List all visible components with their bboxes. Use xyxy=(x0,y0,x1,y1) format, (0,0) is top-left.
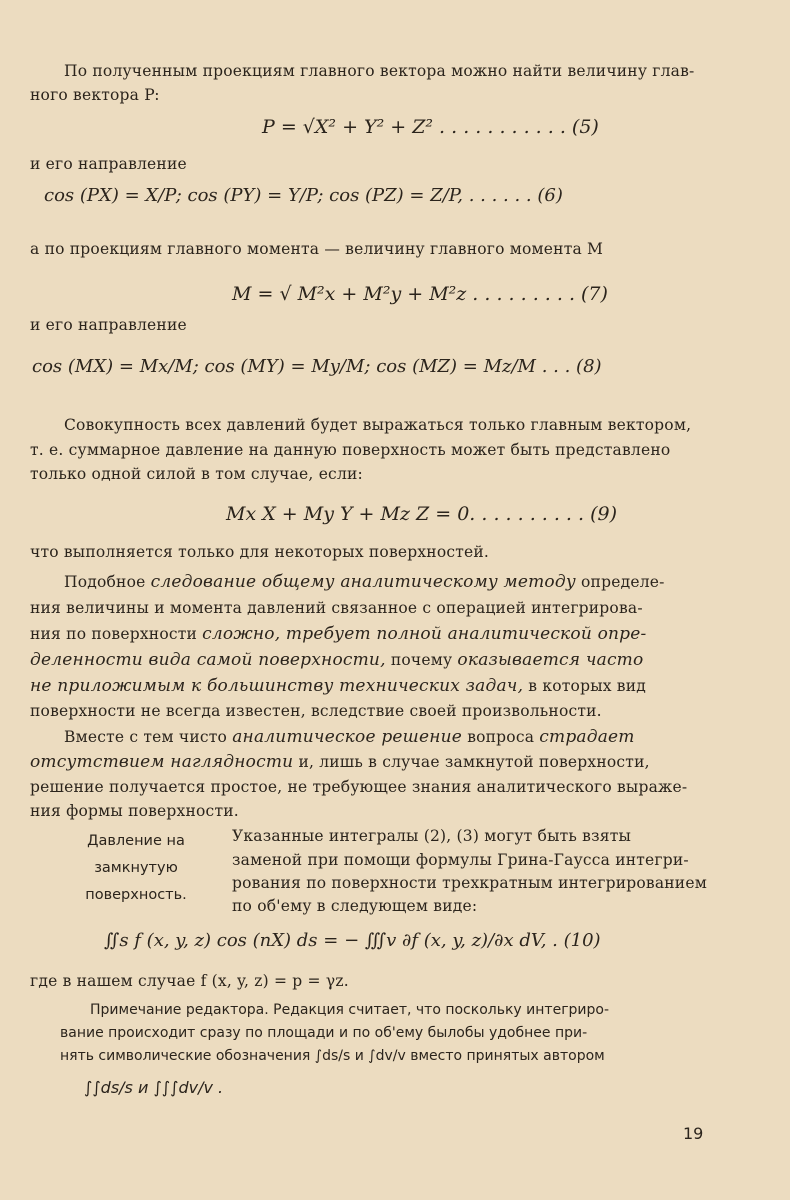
formula-5: P = √X² + Y² + Z² . . . . . . . . . . . (5) xyxy=(262,116,599,138)
text-line xyxy=(30,650,643,670)
editor-note-line: нять символические обозначения ∫ds/s и ∫dv/v вместо принятых автором xyxy=(60,1048,605,1064)
text-line: ного вектора P: xyxy=(30,86,160,104)
editor-note-line: вание происходит сразу по площади и по об'ему былобы удобнее при- xyxy=(60,1025,588,1041)
italic-span: страдает xyxy=(539,727,635,747)
page-number: 19 xyxy=(683,1124,704,1143)
text-line: рования по поверхности трехкратным интегрированием xyxy=(232,874,707,892)
italic-span: деленности вида самой поверхности, xyxy=(30,650,386,670)
text-line: ния величины и момента давлений связанное с операцией интегрирова- xyxy=(30,599,643,617)
text-line xyxy=(64,727,635,747)
formula-8: cos (MX) = Mx/M; cos (MY) = My/M; cos (MZ) = Mz/M . . . (8) xyxy=(32,356,602,377)
italic-span: оказывается часто xyxy=(457,650,644,670)
formula-7: M = √ M²x + M²y + M²z . . . . . . . . . (7) xyxy=(232,283,608,305)
formula-9: Mx X + My Y + Mz Z = 0. . . . . . . . . . (9) xyxy=(226,503,618,525)
text-line: и его направление xyxy=(30,155,187,173)
italic-span: следование общему аналитическому методу xyxy=(150,572,576,592)
text-line xyxy=(30,752,650,772)
margin-note-line: замкнутую xyxy=(94,860,178,876)
text-line: Указанные интегралы (2), (3) могут быть взяты xyxy=(232,827,632,845)
text-line: ния формы поверхности. xyxy=(30,802,239,820)
text-line: поверхности не всегда известен, вследствие своей произвольности. xyxy=(30,702,602,720)
formula-10: ∬s f (x, y, z) cos (nX) ds = − ∭v ∂f (x, y, z)/∂x dV, . (10) xyxy=(104,930,601,951)
margin-note-line: Давление на xyxy=(87,833,185,849)
italic-span: сложно, требует полной аналитической опре- xyxy=(202,624,647,644)
italic-span: не приложимым к большинству технических задач, xyxy=(30,676,524,696)
editor-note-line: ∫∫ds/s и ∫∫∫dv/v . xyxy=(84,1078,224,1097)
italic-span: отсутствием наглядности xyxy=(30,752,294,772)
text-line: Совокупность всех давлений будет выражаться только главным вектором, xyxy=(64,416,692,434)
margin-note-line: поверхность. xyxy=(85,887,187,903)
italic-span: аналитическое решение xyxy=(232,727,463,747)
text-line: что выполняется только для некоторых поверхностей. xyxy=(30,543,490,561)
text-span: почему xyxy=(385,651,458,669)
editor-note-line: Примечание редактора. Редакция считает, что поскольку интегриро- xyxy=(90,1002,610,1018)
text-line: решение получается простое, не требующее знания аналитического выраже- xyxy=(30,778,688,796)
text-line xyxy=(64,572,665,592)
margin-note xyxy=(56,828,216,909)
text-line: только одной силой в том случае, если: xyxy=(30,465,363,483)
text-span: вопроса xyxy=(462,728,540,746)
text-line: и его направление xyxy=(30,316,187,334)
formula-6: cos (PX) = X/P; cos (PY) = Y/P; cos (PZ) = Z/P, . . . . . . (6) xyxy=(44,185,563,206)
text-line: заменой при помощи формулы Грина-Гаусса интегри- xyxy=(232,851,689,869)
text-line xyxy=(30,676,646,696)
text-line: по об'ему в следующем виде: xyxy=(232,897,478,915)
text-span: в которых вид xyxy=(523,677,647,695)
text-line: где в нашем случае f (x, y, z) = p = γz. xyxy=(30,972,349,990)
text-line: а по проекциям главного момента — величину главного момента M xyxy=(30,240,604,258)
text-span: Подобное xyxy=(64,573,151,591)
text-span: и, лишь в случае замкнутой поверхности, xyxy=(293,753,650,771)
text-span: определе- xyxy=(575,573,665,591)
text-line: По полученным проекциям главного вектора можно найти величину глав- xyxy=(64,62,695,80)
text-span: ния по поверхности xyxy=(30,625,203,643)
text-line xyxy=(30,624,646,644)
text-span: Вместе с тем чисто xyxy=(64,728,233,746)
text-line: т. е. суммарное давление на данную поверхность может быть представлено xyxy=(30,441,671,459)
